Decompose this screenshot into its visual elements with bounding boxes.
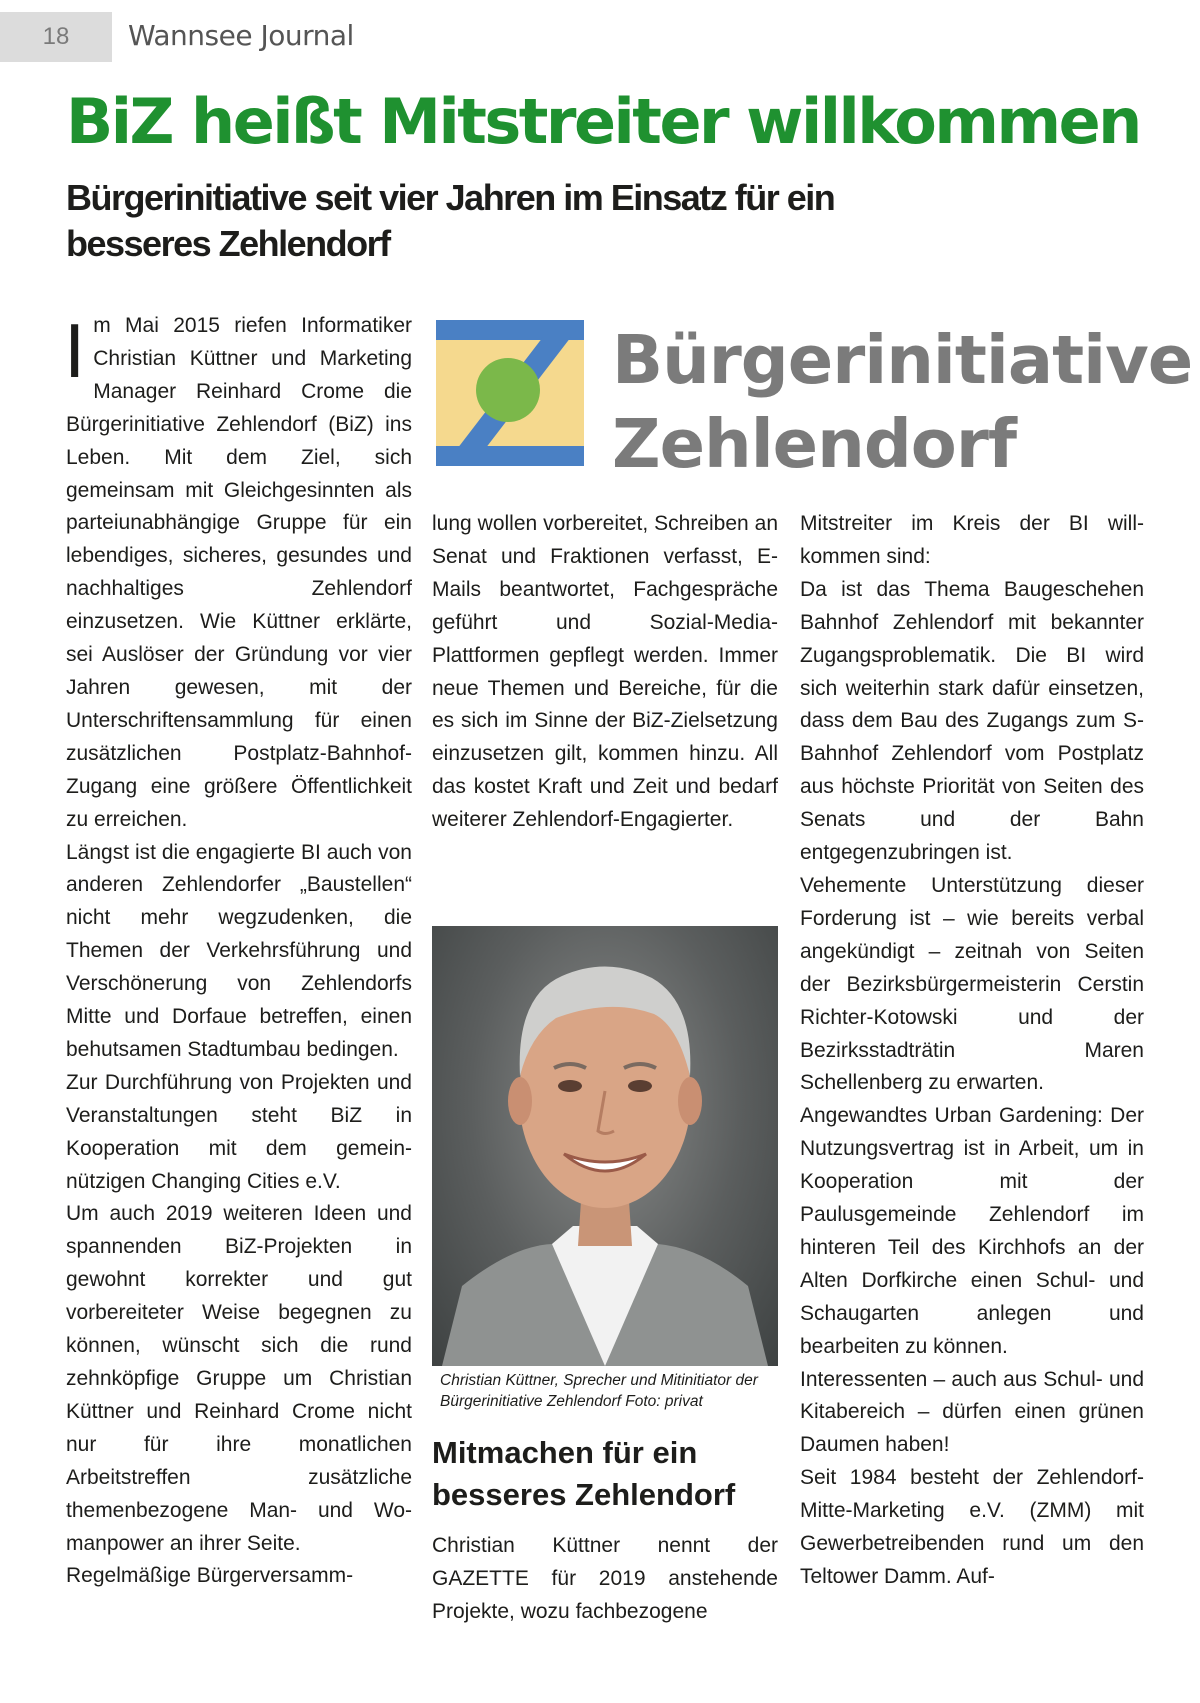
logo-wordmark [612, 318, 1192, 486]
photo-caption: Christian Küttner, Sprecher und Mitinitiator der Bürgerinitiative Zehlendorf Foto: privat [440, 1372, 758, 1410]
article-column-2-continued [432, 1530, 778, 1629]
paragraph: Da ist das Thema Baugeschehen Bahnhof Zehlendorf mit bekannter Zugangsproblematik. Die BI wird sich weiterhin stark dafür einsetzen, dass dem Bau des Zugangs zum S-Bahnhof Zehlendorf vom Postplatz aus höchste Priorität von Seiten des Senats und der Bahn entgegenzubringen ist. [800, 577, 1144, 865]
paragraph: Mitstreiter im Kreis der BI willkommen sind: [800, 512, 1144, 568]
subheadline: Bürgerinitiative seit vier Jahren im Einsatz für ein besseres Zehlendorf [66, 177, 835, 264]
paragraph: Seit 1984 besteht der Zehlendorf-Mitte-Marketing e.V. (ZMM) mit Gewerbetreibenden rund um den Teltower Damm. Auf- [800, 1466, 1144, 1588]
paragraph: Zur Durchführung von Projekten und Veranstaltungen steht BiZ in Kooperation mit dem gemeinnützigen Changing Cities e.V. [66, 1070, 412, 1193]
article-column-1 [66, 310, 412, 1593]
paragraph: Angewandtes Urban Gardening: Der Nutzungsvertrag ist in Arbeit, um in Kooperation mit der Paulusgemeinde Zehlendorf im hinteren Teil des Kirchhofs an der Alten Dorfkirche einen Schul- und Schaugarten anlegen und bearbeiten zu können. [800, 1104, 1144, 1358]
headline: BiZ heißt Mitstreiter willkommen [66, 85, 1140, 158]
article-column-3 [800, 508, 1144, 1594]
paragraph: Längst ist die engagierte BI auch von anderen Zehlendorfer „Baustellen“ nicht mehr wegzudenken, die Themen der Verkehrsführung und Verschönerung von Zehlendorfs Mitte und Dorfaue betreffen, einen behutsamen Stadtumbau bedingen. [66, 840, 412, 1061]
logo-line-1: Bürgerinitiative [612, 321, 1193, 399]
drop-cap: I [64, 310, 86, 394]
biz-logo-icon [432, 318, 592, 468]
section-heading: Mitmachen für ein besseres Zehlendorf [432, 1435, 736, 1512]
biz-logo [432, 318, 1193, 488]
page-number: 18 [0, 12, 112, 62]
paragraph-text: m Mai 2015 riefen Informatiker Christian Küttner und Marketing Manager Reinhard Crome die Bürgerinitiative Zehlendorf (BiZ) ins Leben. Mit dem Ziel, sich gemeinsam mit Gleichgesinnten als parteiunabhängige Gruppe für ein lebendiges, sicheres, gesundes und nachhaltiges Zehlendorf einzusetzen. Wie Küttner erklärte, sei Auslöser der Gründung vor vier Jahren gewesen, mit der Unterschriftensammlung für einen zusätzlichen Postplatz-Bahnhof-Zugang eine größere Öffentlichkeit zu erreichen. [66, 314, 412, 831]
page-header [0, 0, 1200, 72]
journal-name: Wannsee Journal [128, 19, 354, 52]
article-column-2 [432, 508, 778, 837]
paragraph-intro [66, 310, 412, 837]
portrait-photo [432, 926, 778, 1366]
paragraph: Christian Küttner nennt der GAZETTE für 2019 anstehende Projekte, wozu fachbezogene [432, 1534, 778, 1623]
paragraph: Interessenten – auch aus Schul- und Kitabereich – dürfen einen grünen Daumen haben! [800, 1367, 1144, 1457]
paragraph: Regelmäßige Bürgerversamm- [66, 1564, 354, 1588]
paragraph: Um auch 2019 weiteren Ideen und spannenden BiZ-Projekten in gewohnt korrekter und gut vorbereiteter Weise begegnen zu können, wünscht sich die rund zehnköpfige Gruppe um Christian Küttner und Reinhard Crome nicht nur für ihre monatlichen Arbeitstreffen zusätzliche themenbezogene Man- und Womanpower an ihrer Seite. [66, 1202, 412, 1555]
paragraph: lung wollen vorbereitet, Schreiben an Senat und Fraktionen verfasst, E-Mails beantwortet, Fachgespräche geführt und Sozial-Media-Plattformen gepflegt werden. Immer neue Themen und Bereiche, für die es sich im Sinne der BiZ-Zielsetzung einzusetzen gilt, kommen hinzu. All das kostet Kraft und Zeit und bedarf weiterer Zehlendorf-Engagierter. [432, 512, 778, 832]
portrait-illustration [432, 926, 778, 1366]
paragraph: Vehemente Unterstützung dieser Forderung ist – wie bereits verbal angekündigt – zeitnah von Seiten der Bezirksbürgermeisterin Cerstin Richter-Kotowski und der Bezirksstadträtin Maren Schellenberg zu erwarten. [800, 873, 1144, 1095]
logo-line-2: Zehlendorf [612, 405, 1017, 483]
